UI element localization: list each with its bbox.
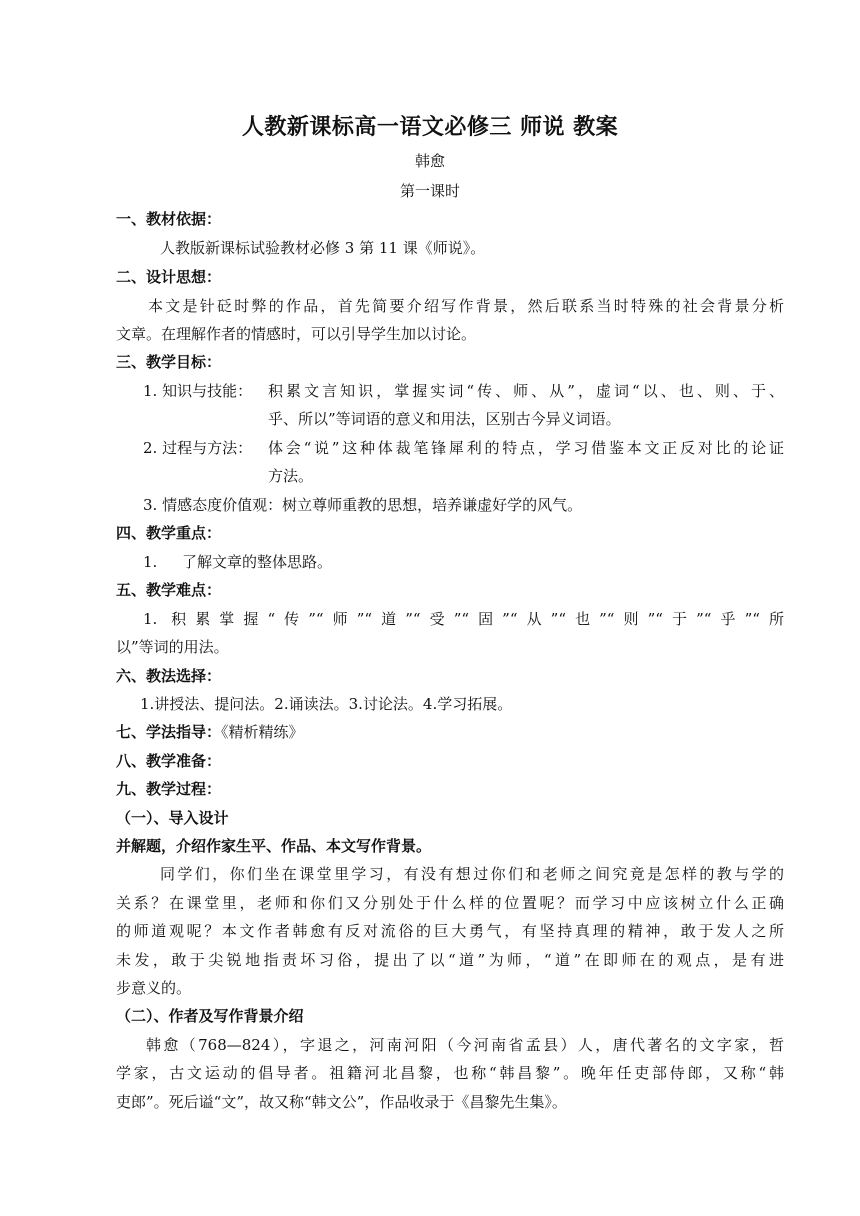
section-4-text: 了解文章的整体思路。 bbox=[182, 553, 333, 571]
section-5-heading: 五、教学难点： bbox=[116, 581, 222, 599]
section-5-line-1: 1. 积累掌握“传”“师”“道”“受”“固”“从”“也”“则”“于”“乎”“所 bbox=[143, 610, 784, 628]
document-title: 人教新课标高一语文必修三 师说 教案 bbox=[241, 115, 619, 140]
goal-3: 3. 情感态度价值观：树立尊师重教的思想，培养谦虚好学的风气。 bbox=[143, 496, 583, 514]
part-1-line-4: 未发，敢于尖锐地指责坏习俗，提出了以“道”为师，“道”在即师在的观点，是有进 bbox=[116, 951, 784, 969]
part-1-line-1: 同学们，你们坐在课堂里学习，有没有想过你们和老师之间究竟是怎样的教与学的 bbox=[160, 865, 784, 883]
author: 韩愈 bbox=[414, 152, 445, 170]
part-1-line-5: 步意义的。 bbox=[116, 979, 192, 997]
section-6-text: 1.讲授法、提问法。2.诵读法。3.讨论法。4.学习拓展。 bbox=[140, 695, 513, 713]
section-5-line-2: 以”等词的用法。 bbox=[116, 638, 229, 656]
section-1-heading: 一、教材依据： bbox=[116, 210, 222, 228]
section-2-heading: 二、设计思想： bbox=[116, 268, 222, 286]
goal-1-label: 1. 知识与技能： bbox=[143, 382, 253, 400]
goal-1-line-1: 积累文言知识，掌握实词“传、师、从”，虚词“以、也、则、于、 bbox=[268, 382, 784, 400]
section-7-text: 《精析精练》 bbox=[221, 723, 304, 741]
section-2-line-1: 本文是针砭时弊的作品，首先简要介绍写作背景，然后联系当时特殊的社会背景分析 bbox=[148, 297, 784, 315]
part-1-heading: （一）、导入设计 bbox=[116, 809, 229, 827]
section-7-row bbox=[116, 720, 304, 744]
part-2-line-2: 学家，古文运动的倡导者。祖籍河北昌黎，也称“韩昌黎”。晚年任吏部侍郎，又称“韩 bbox=[116, 1064, 784, 1082]
section-1-text: 人教版新课标试验教材必修 3 第 11 课《师说》。 bbox=[160, 239, 486, 257]
section-8-heading: 八、教学准备： bbox=[116, 752, 222, 770]
section-2-line-2: 文章。在理解作者的情感时，可以引导学生加以讨论。 bbox=[116, 325, 477, 343]
section-4-heading: 四、教学重点： bbox=[116, 524, 222, 542]
part-2-heading: （二）、作者及写作背景介绍 bbox=[116, 1007, 304, 1025]
section-7-heading: 七、学法指导： bbox=[116, 723, 222, 741]
section-6-heading: 六、教法选择： bbox=[116, 667, 222, 685]
lesson-label: 第一课时 bbox=[399, 182, 460, 200]
part-1-subheading: 并解题，介绍作家生平、作品、本文写作背景。 bbox=[116, 837, 432, 855]
section-4-number: 1. bbox=[143, 553, 158, 571]
part-2-line-3: 吏郎”。死后谥“文”，故又称“韩文公”，作品收录于《昌黎先生集》。 bbox=[116, 1093, 567, 1111]
goal-1-line-2: 乎、所以”等词语的意义和用法，区别古今异义词语。 bbox=[268, 410, 621, 428]
part-1-line-3: 的师道观呢？本文作者韩愈有反对流俗的巨大勇气，有坚持真理的精神，敢于发人之所 bbox=[116, 922, 784, 940]
part-1-line-2: 关系？在课堂里，老师和你们又分别处于什么样的位置呢？而学习中应该树立什么正确 bbox=[116, 894, 784, 912]
section-3-heading: 三、教学目标： bbox=[116, 353, 222, 371]
goal-2-label: 2. 过程与方法： bbox=[143, 439, 253, 457]
goal-2-line-2: 方法。 bbox=[268, 467, 314, 485]
part-2-line-1: 韩愈（768—824），字退之，河南河阳（今河南省孟县）人，唐代著名的文字家，哲 bbox=[146, 1036, 784, 1054]
goal-2-line-1: 体会“说”这种体裁笔锋犀利的特点，学习借鉴本文正反对比的论证 bbox=[268, 439, 784, 457]
section-9-heading: 九、教学过程： bbox=[116, 780, 222, 798]
